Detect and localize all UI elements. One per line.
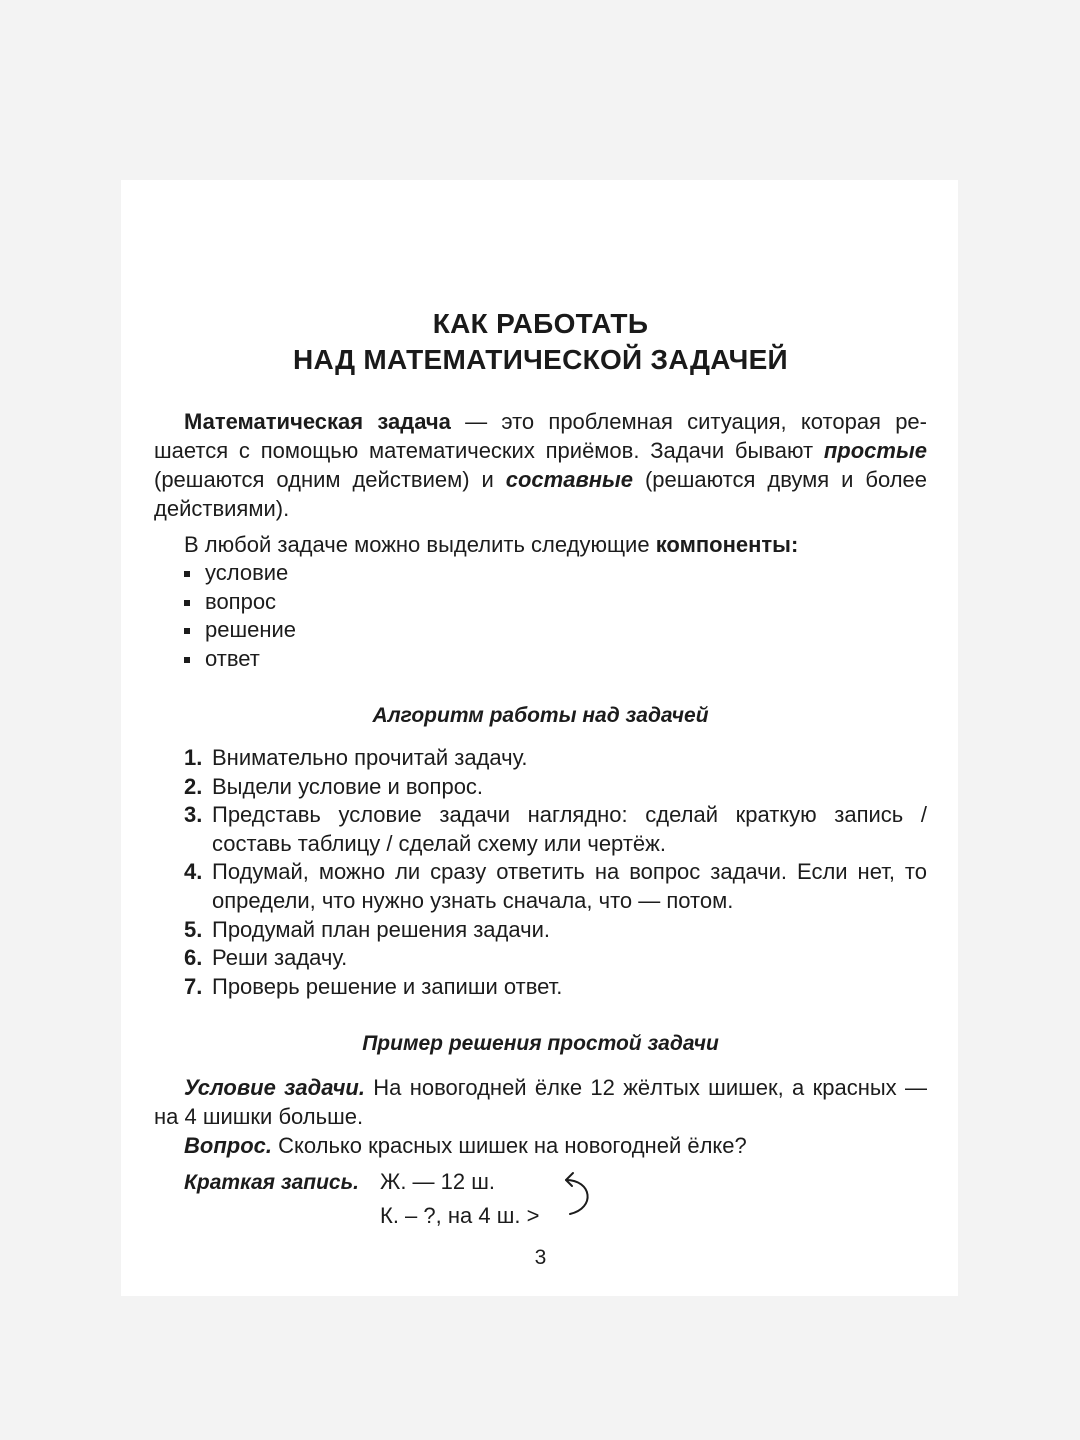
components-lead: В любой задаче можно выделить следующие (184, 532, 656, 557)
short-note-line-2: К. – ?, на 4 ш. > (380, 1203, 540, 1228)
algorithm-step (184, 801, 927, 858)
step-number: 1. (184, 745, 203, 770)
list-item-text: решение (205, 617, 297, 642)
step-number: 6. (184, 945, 203, 971)
intro-text-3: (решаются двумя и более действиями). (154, 467, 928, 521)
example-condition (154, 1073, 927, 1131)
bullet-square-icon (184, 600, 190, 606)
algorithm-heading: Алгоритм работы над задачей (372, 704, 709, 727)
algorithm-step (184, 773, 927, 802)
example-question (154, 1131, 927, 1160)
page-title (154, 306, 927, 378)
list-item (184, 559, 296, 588)
algorithm-step (184, 858, 927, 915)
condition-label: Условие задачи. (184, 1075, 365, 1100)
intro-compound-term: составные (505, 467, 634, 492)
algorithm-steps (184, 744, 927, 1001)
step-text: Внимательно прочитай задачу. (212, 745, 528, 770)
step-text: Выдели условие и вопрос. (212, 773, 484, 799)
short-note-label: Краткая запись. (184, 1171, 359, 1194)
components-paragraph (154, 530, 927, 559)
list-item-text: ответ (205, 645, 260, 671)
step-text: Представь условие задачи наглядно: сделай краткую запись / составь таблицу / сделай схему или чертёж. (212, 802, 927, 856)
algorithm-step (184, 744, 927, 773)
algorithm-step (184, 944, 927, 973)
list-item (184, 616, 296, 645)
intro-term: Математическая задача (184, 409, 451, 434)
step-text: Продумай план решения задачи. (212, 916, 550, 942)
page-title-line-1: КАК РАБОТАТЬ (432, 308, 649, 339)
intro-text-1: — это проблемная ситуация, которая ре-шается с помощью математических приёмов. Задачи бывают (154, 409, 927, 463)
step-text: Проверь решение и запиши ответ. (212, 973, 563, 999)
list-item-text: вопрос (205, 588, 277, 614)
step-number: 3. (184, 802, 203, 828)
bullet-square-icon (184, 571, 190, 577)
curved-arrow-icon (558, 1170, 598, 1226)
components-keyword: компоненты: (655, 532, 799, 557)
condition-text: На новогодней ёлке 12 жёлтых шишек, а красных — на 4 шишки больше. (154, 1075, 927, 1129)
page-title-line-2: НАД МАТЕМАТИЧЕСКОЙ ЗАДАЧЕЙ (293, 344, 788, 375)
components-list (184, 559, 296, 673)
list-item (184, 645, 296, 674)
algorithm-step (184, 916, 927, 945)
page-number: 3 (534, 1246, 547, 1269)
question-label: Вопрос. (184, 1133, 272, 1158)
step-number: 4. (184, 859, 203, 885)
question-text: Сколько красных шишек на новогодней ёлке? (272, 1133, 747, 1158)
book-page (121, 180, 958, 1296)
step-number: 7. (184, 973, 203, 999)
bullet-square-icon (184, 628, 190, 634)
bullet-square-icon (184, 657, 190, 663)
algorithm-step (184, 973, 927, 1002)
step-number: 5. (184, 916, 203, 942)
example-heading: Пример решения простой задачи (362, 1032, 719, 1055)
list-item (184, 588, 296, 617)
intro-simple-term: простые (823, 438, 927, 463)
intro-paragraph (154, 407, 927, 523)
short-note-line-1: Ж. — 12 ш. (380, 1169, 495, 1194)
step-text: Реши задачу. (212, 945, 348, 971)
step-text: Подумай, можно ли сразу ответить на вопрос задачи. Если нет, то определи, что нужно узнать сначала, что — потом. (212, 859, 927, 913)
intro-text-2: (решаются одним действием) и (154, 467, 506, 492)
list-item-text: условие (205, 560, 289, 585)
step-number: 2. (184, 773, 203, 799)
